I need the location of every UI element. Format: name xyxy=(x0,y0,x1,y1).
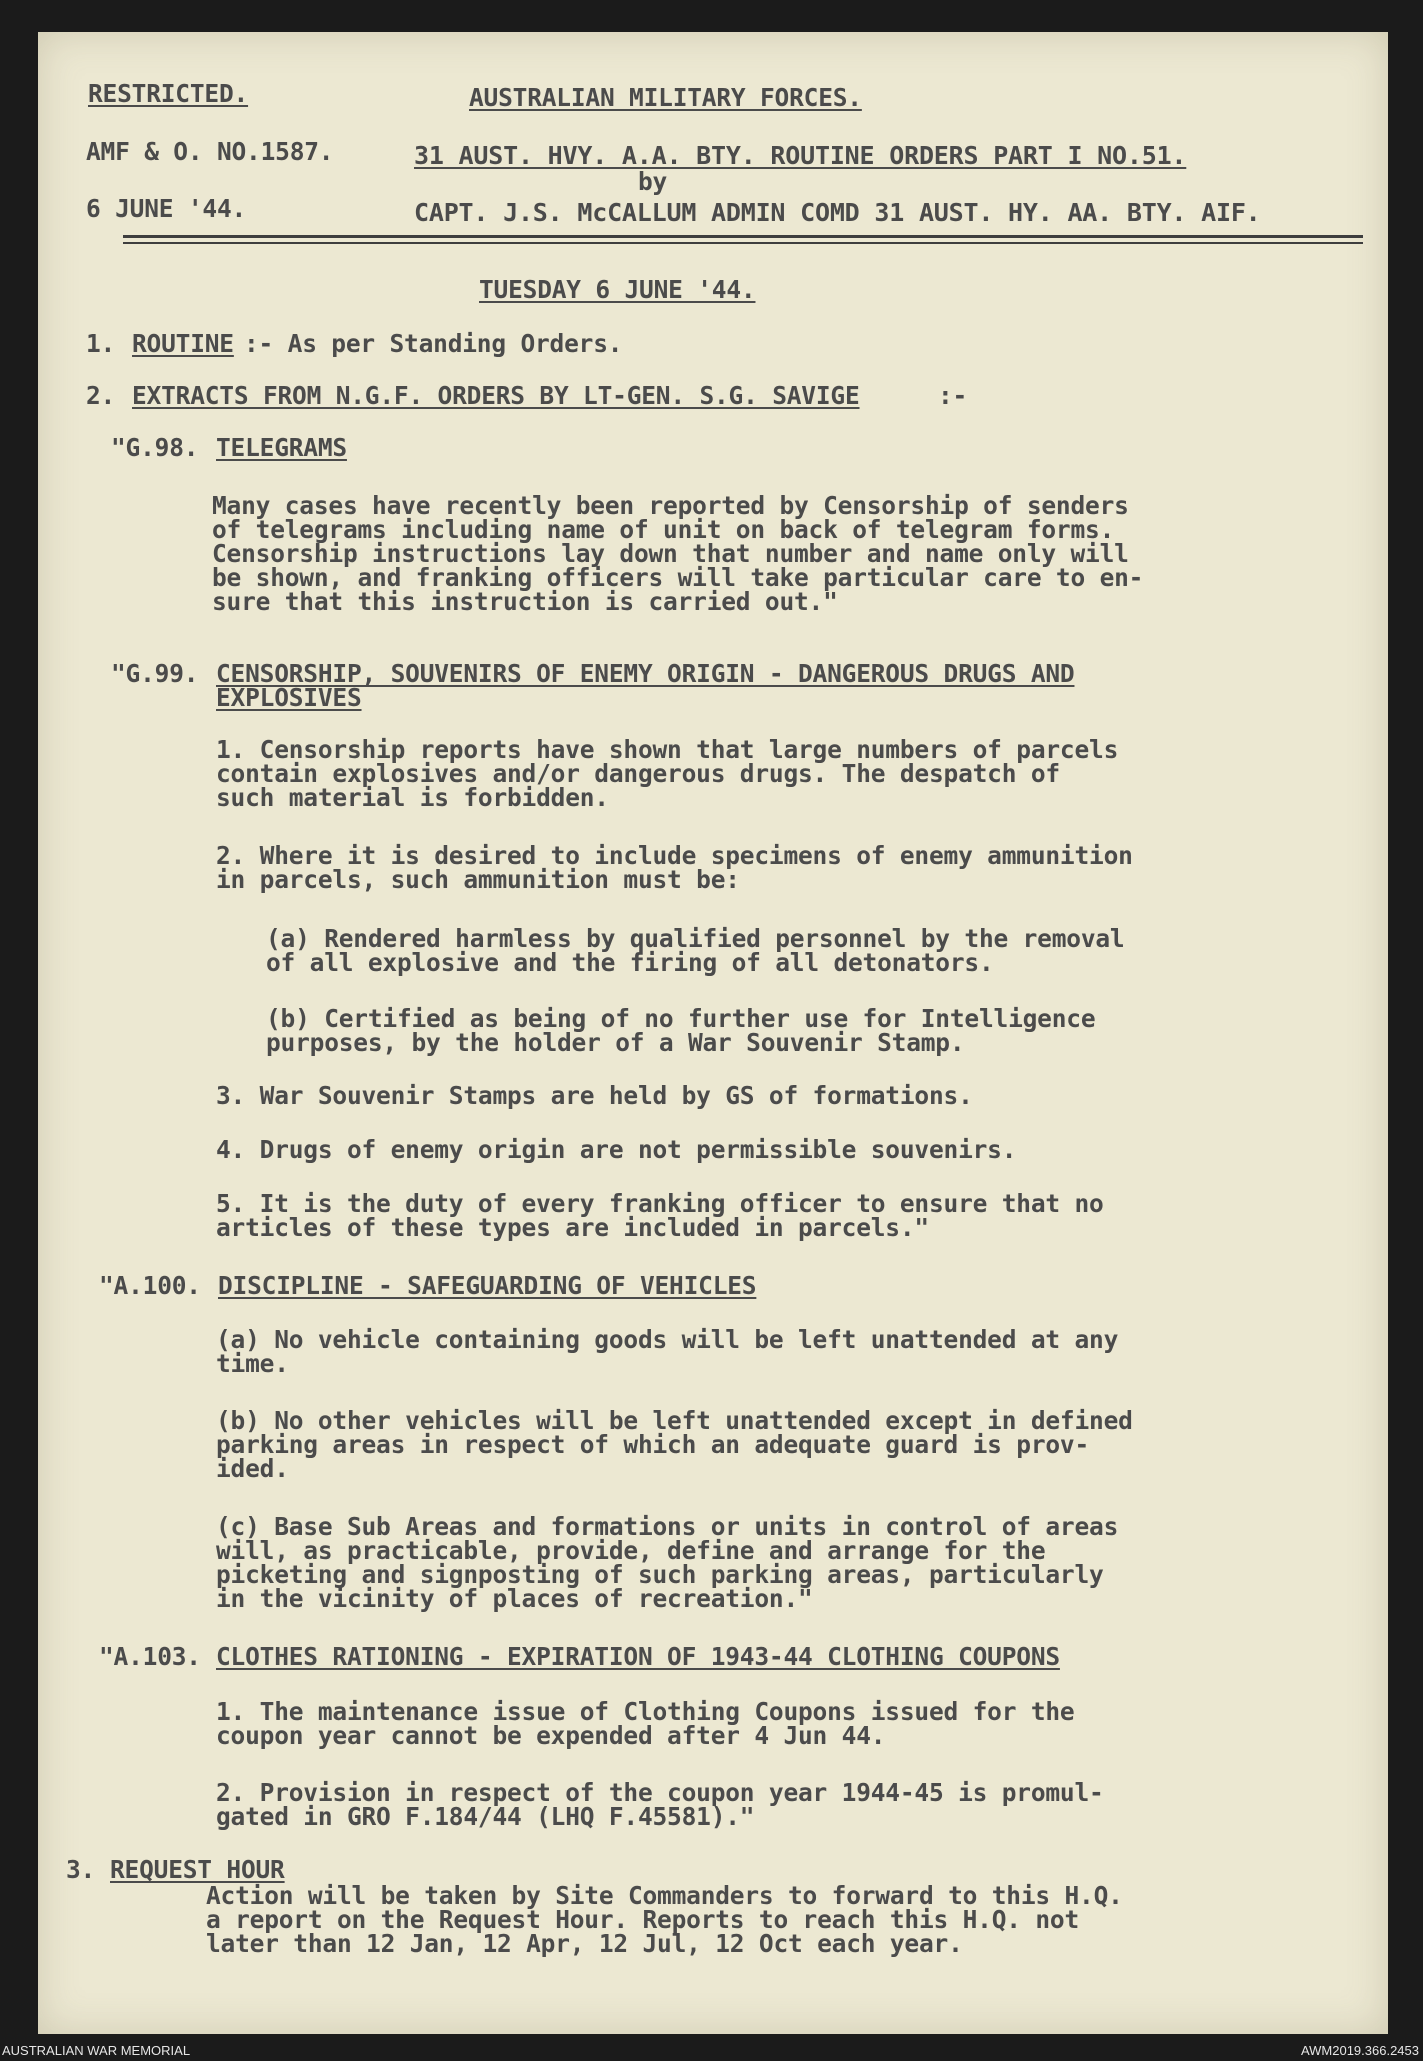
g99-para-3: 3. War Souvenir Stamps are held by GS of formations. xyxy=(216,1081,973,1110)
header-rule-2 xyxy=(123,242,1363,244)
g99-para-1: contain explosives and/or dangerous drugs. The despatch of xyxy=(216,759,1060,788)
a100-para-c: (c) Base Sub Areas and formations or units in control of areas xyxy=(216,1512,1119,1541)
day-title: TUESDAY 6 JUNE '44. xyxy=(479,275,756,304)
g99-para-4: 4. Drugs of enemy origin are not permissible souvenirs. xyxy=(216,1135,1017,1164)
order-date: 6 JUNE '44. xyxy=(86,194,247,223)
a100-number: "A.100. xyxy=(99,1271,201,1300)
item-3-line: Action will be taken by Site Commanders to forward to this H.Q. xyxy=(206,1881,1123,1910)
g98-heading: TELEGRAMS xyxy=(216,433,347,462)
g99-para-1: such material is forbidden. xyxy=(216,783,609,812)
footer-left-credit: AUSTRALIAN WAR MEMORIAL xyxy=(2,2043,191,2058)
g99-number: "G.99. xyxy=(111,659,199,688)
forces-title: AUSTRALIAN MILITARY FORCES. xyxy=(469,83,862,112)
g98-line: sure that this instruction is carried out." xyxy=(212,587,838,616)
item-3-heading: REQUEST HOUR xyxy=(110,1855,285,1884)
item-3-number: 3. xyxy=(66,1855,96,1884)
a103-heading: CLOTHES RATIONING - EXPIRATION OF 1943-44 CLOTHING COUPONS xyxy=(216,1642,1060,1671)
a103-para-1: coupon year cannot be expended after 4 Jun 44. xyxy=(216,1721,886,1750)
g99-para-2: in parcels, such ammunition must be: xyxy=(216,865,740,894)
g99-para-5: articles of these types are included in parcels." xyxy=(216,1213,929,1242)
g99-heading-cont: EXPLOSIVES xyxy=(216,683,362,712)
item-2-tail: :- xyxy=(938,381,968,410)
g99-para-2: 2. Where it is desired to include specimens of enemy ammunition xyxy=(216,841,1133,870)
a103-para-1: 1. The maintenance issue of Clothing Coupons issued for the xyxy=(216,1697,1075,1726)
item-1-number: 1. xyxy=(86,329,116,358)
document-page xyxy=(38,32,1388,2034)
footer-right-id: AWM2019.366.2453 xyxy=(1300,2043,1419,2058)
a100-para-a: (a) No vehicle containing goods will be left unattended at any xyxy=(216,1325,1119,1354)
a103-para-2: gated in GRO F.184/44 (LHQ F.45581)." xyxy=(216,1802,755,1831)
g98-line: of telegrams including name of unit on back of telegram forms. xyxy=(212,515,1115,544)
unit-orders-title: 31 AUST. HVY. A.A. BTY. ROUTINE ORDERS PART I NO.51. xyxy=(414,141,1187,170)
a100-para-c: in the vicinity of places of recreation." xyxy=(216,1584,813,1613)
a100-para-c: will, as practicable, provide, define and arrange for the xyxy=(216,1536,1046,1565)
item-2-heading: EXTRACTS FROM N.G.F. ORDERS BY LT-GEN. S.G. SAVIGE xyxy=(132,381,860,410)
order-number: AMF & O. NO.1587. xyxy=(86,137,334,166)
g98-line: be shown, and franking officers will take particular care to en- xyxy=(212,563,1144,592)
g99-heading: CENSORSHIP, SOUVENIRS OF ENEMY ORIGIN - DANGEROUS DRUGS AND xyxy=(216,659,1075,688)
commander-line: CAPT. J.S. McCALLUM ADMIN COMD 31 AUST. HY. AA. BTY. AIF. xyxy=(414,198,1261,227)
item-1-heading: ROUTINE xyxy=(132,329,234,358)
g98-line: Censorship instructions lay down that number and name only will xyxy=(212,539,1129,568)
a100-heading: DISCIPLINE - SAFEGUARDING OF VEHICLES xyxy=(218,1271,757,1300)
g99-para-5: 5. It is the duty of every franking officer to ensure that no xyxy=(216,1189,1104,1218)
item-3-line: later than 12 Jan, 12 Apr, 12 Jul, 12 Oct each year. xyxy=(206,1929,963,1958)
item-1-text: :- As per Standing Orders. xyxy=(244,329,623,358)
a100-para-b: parking areas in respect of which an adequate guard is prov- xyxy=(216,1430,1090,1459)
g99-para-2b: (b) Certified as being of no further use for Intelligence xyxy=(266,1004,1096,1033)
a100-para-b: ided. xyxy=(216,1454,289,1483)
g99-para-2a: (a) Rendered harmless by qualified personnel by the removal xyxy=(266,924,1125,953)
a100-para-c: picketing and signposting of such parking areas, particularly xyxy=(216,1560,1104,1589)
item-3-line: a report on the Request Hour. Reports to reach this H.Q. not xyxy=(206,1905,1080,1934)
g98-line: Many cases have recently been reported by Censorship of senders xyxy=(212,491,1129,520)
restricted-marking: RESTRICTED. xyxy=(88,79,249,108)
g98-number: "G.98. xyxy=(111,433,199,462)
g99-para-2a: of all explosive and the firing of all detonators. xyxy=(266,948,994,977)
a100-para-b: (b) No other vehicles will be left unattended except in defined xyxy=(216,1406,1133,1435)
by-line: by xyxy=(638,167,668,196)
item-2-number: 2. xyxy=(86,381,116,410)
a103-number: "A.103. xyxy=(99,1642,201,1671)
a103-para-2: 2. Provision in respect of the coupon year 1944-45 is promul- xyxy=(216,1778,1104,1807)
g99-para-1: 1. Censorship reports have shown that large numbers of parcels xyxy=(216,735,1119,764)
header-rule-1 xyxy=(123,235,1363,238)
a100-para-a: time. xyxy=(216,1349,289,1378)
g99-para-2b: purposes, by the holder of a War Souvenir Stamp. xyxy=(266,1028,965,1057)
